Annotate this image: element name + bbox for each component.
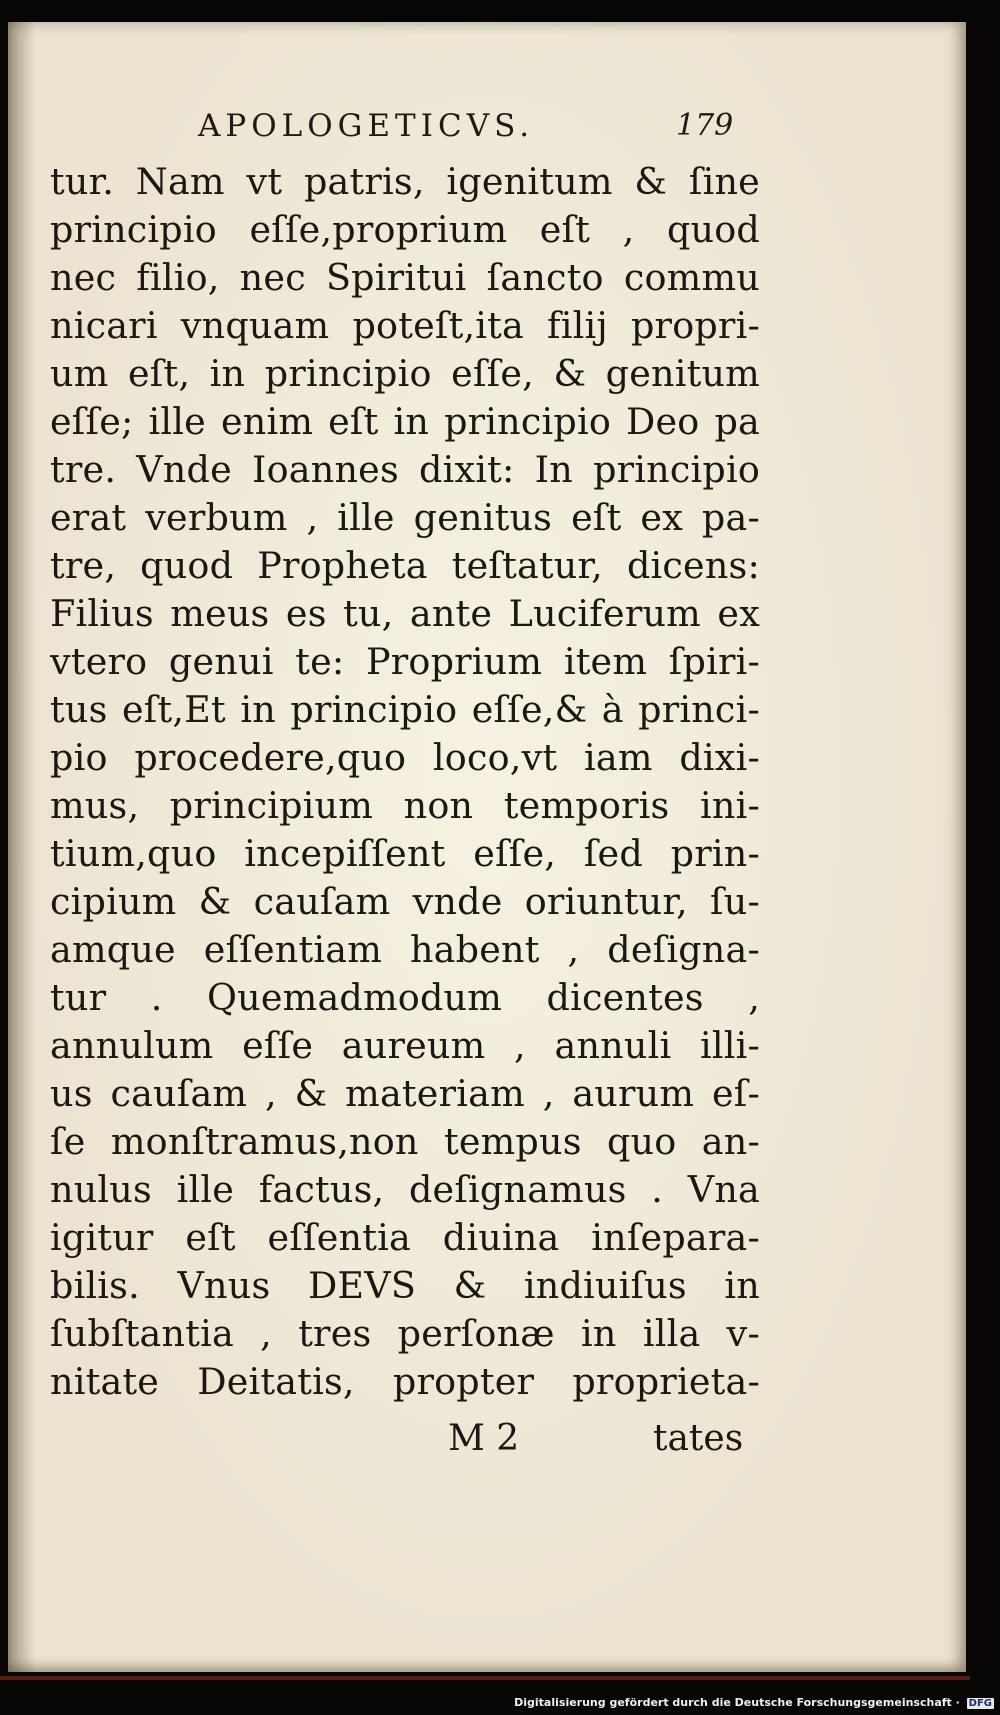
running-head: APOLOGETICVS.: [198, 108, 535, 144]
text-line: um eſt, in principio eſſe, & genitum: [50, 352, 760, 395]
text-line: nicari vnquam poteſt,ita filij propri-: [50, 304, 760, 347]
text-line: us cauſam , & materiam , aurum eſ-: [50, 1072, 760, 1115]
text-line: nec filio, nec Spiritui ſancto commu: [50, 256, 760, 299]
text-line: mus, principium non temporis ini-: [50, 784, 760, 827]
text-line: tium,quo incepiſſent eſſe, ſed prin-: [50, 832, 760, 875]
body-text: [50, 158, 760, 1406]
text-line: principio eſſe,proprium eſt , quod: [50, 208, 760, 251]
text-line: igitur eſt eſſentia diuina inſepara-: [50, 1216, 760, 1259]
text-line: nulus ille factus, deſignamus . Vna: [50, 1168, 760, 1211]
text-line: amque eſſentiam habent , deſigna-: [50, 928, 760, 971]
digitization-credit: Digitalisierung gefördert durch die Deutsche Forschungsgemeinschaft · DFG: [514, 1696, 992, 1709]
text-line: tur . Quemadmodum dicentes ,: [50, 976, 760, 1019]
signature-mark: M 2: [448, 1418, 520, 1459]
text-line: annulum eſſe aureum , annuli illi-: [50, 1024, 760, 1067]
page-bottom-edge: [0, 1676, 970, 1680]
text-line: ſubſtantia , tres perſonæ in illa v-: [50, 1312, 760, 1355]
text-line: tre, quod Propheta teſtatur, dicens:: [50, 544, 760, 587]
page-footer: [448, 1418, 763, 1468]
text-line: nitate Deitatis, propter proprieta-: [50, 1360, 760, 1403]
text-line: cipium & cauſam vnde oriuntur, ſu-: [50, 880, 760, 923]
catchword: tates: [653, 1418, 744, 1459]
text-line: tur. Nam vt patris, igenitum & ſine: [50, 160, 760, 203]
page-header: [198, 108, 798, 160]
text-line: bilis. Vnus DEVS & indiuiſus in: [50, 1264, 760, 1307]
text-line: eſſe; ille enim eſt in principio Deo pa: [50, 400, 760, 443]
dfg-logo: DFG: [968, 1698, 992, 1709]
text-line: pio procedere,quo loco,vt iam dixi-: [50, 736, 760, 779]
page-number: 179: [676, 108, 734, 143]
text-line: tus eſt,Et in principio eſſe,& à princi-: [50, 688, 760, 731]
text-line: erat verbum , ille genitus eſt ex pa-: [50, 496, 760, 539]
text-line: vtero genui te: Proprium item ſpiri-: [50, 640, 760, 683]
text-line: ſe monſtramus,non tempus quo an-: [50, 1120, 760, 1163]
text-line: tre. Vnde Ioannes dixit: In principio: [50, 448, 760, 491]
credit-text: Digitalisierung gefördert durch die Deutsche Forschungsgemeinschaft: [514, 1696, 952, 1709]
text-line: Filius meus es tu, ante Luciferum ex: [50, 592, 760, 635]
